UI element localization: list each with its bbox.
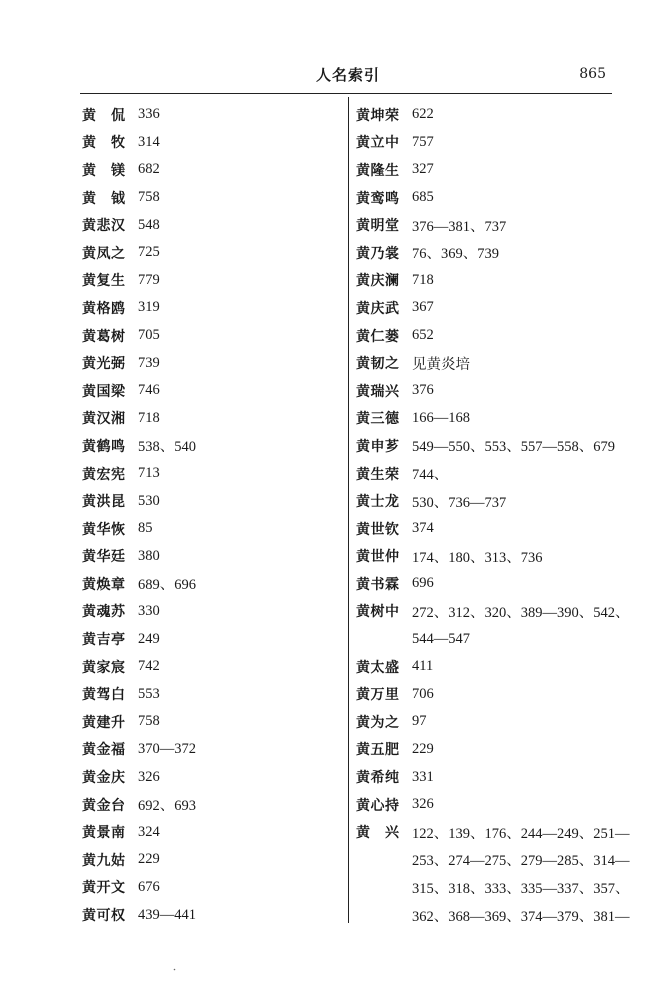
entry-name: 黄庆武 [356,300,400,317]
entry-name: 黄金福 [82,742,126,759]
entry-pages: 122、139、176、244—249、251— [412,825,630,842]
entry-name: 黄韧之 [356,356,400,373]
entry-pages: 376—381、737 [412,218,507,235]
index-entry-continuation [356,846,630,874]
index-entry [356,184,618,212]
entry-pages: 718 [412,271,434,288]
page-title: 人名索引 [315,66,380,84]
entry-pages: 685 [412,189,434,206]
entry-pages: 652 [412,327,434,344]
entry-pages: 689、696 [138,577,196,594]
entry-name: 黄鸾鸣 [356,190,400,207]
entry-name: 黄 侃 [82,107,126,124]
left-column [82,101,344,929]
entry-pages: 746 [138,382,160,399]
index-entry [356,239,618,267]
entry-name: 黄复生 [82,273,126,290]
index-entry [356,405,618,433]
entry-name: 黄洪昆 [82,494,126,511]
entry-pages: 253、274—275、279—285、314— [412,853,630,870]
entry-pages: 553 [138,685,160,702]
entry-pages: 374 [412,520,434,537]
entry-pages: 380 [138,547,160,564]
header-rule [80,93,612,94]
entry-name: 黄希纯 [356,770,400,787]
entry-name: 黄可权 [82,908,126,925]
index-entry [82,184,344,212]
index-entry [82,156,344,184]
entry-name: 黄魂苏 [82,604,126,621]
entry-pages: 758 [138,189,160,206]
column-divider [348,97,349,923]
entry-name: 黄生荣 [356,466,400,483]
page-header [80,64,616,90]
entry-name: 黄吉亭 [82,632,126,649]
index-entry [356,736,618,764]
entry-pages: 229 [138,851,160,868]
entry-pages: 725 [138,244,160,261]
entry-pages: 362、368—369、374—379、381— [412,908,630,925]
index-entry [82,736,344,764]
entry-pages: 538、540 [138,439,196,456]
entry-pages: 744、 [412,467,449,484]
index-entry [82,294,344,322]
entry-pages: 166—168 [412,409,470,426]
index-entry [356,322,618,350]
entry-pages: 705 [138,327,160,344]
index-entry [82,846,344,874]
entry-name: 黄明堂 [356,218,400,235]
index-entry [356,680,618,708]
index-entry [356,708,618,736]
entry-name: 黄仁蒌 [356,328,400,345]
index-entry [82,901,344,929]
page-speck [173,968,176,971]
index-entry [356,791,618,819]
index-entry [82,818,344,846]
page-number: 865 [579,66,606,82]
entry-pages: 76、369、739 [412,246,499,263]
entry-name: 黄 钺 [82,190,126,207]
index-entry [356,570,618,598]
entry-pages: 376 [412,382,434,399]
entry-pages: 85 [138,520,153,537]
entry-name: 黄金台 [82,797,126,814]
index-entry [82,570,344,598]
entry-name: 黄汉湘 [82,411,126,428]
entry-pages: 439—441 [138,906,196,923]
entry-pages: 676 [138,878,160,895]
entry-name: 黄树中 [356,604,400,621]
entry-name: 黄庆澜 [356,273,400,290]
entry-name: 黄三德 [356,411,400,428]
entry-pages: 370—372 [138,740,196,757]
index-entry [82,763,344,791]
index-entry [82,791,344,819]
index-entry [82,680,344,708]
entry-pages: 336 [138,106,160,123]
index-entry [356,543,618,571]
entry-pages: 319 [138,299,160,316]
entry-pages: 见黄炎培 [412,356,470,373]
entry-name: 黄世钦 [356,521,400,538]
entry-name: 黄心持 [356,797,400,814]
index-entry [82,239,344,267]
index-entry [356,653,618,681]
entry-name: 黄焕章 [82,576,126,593]
entry-pages: 544—547 [412,630,470,647]
entry-name: 黄 兴 [356,825,400,842]
entry-name: 黄鹤鸣 [82,438,126,455]
entry-pages: 324 [138,823,160,840]
entry-pages: 97 [412,713,427,730]
entry-pages: 692、693 [138,798,196,815]
entry-pages: 229 [412,740,434,757]
entry-pages: 742 [138,658,160,675]
entry-name: 黄坤荣 [356,107,400,124]
entry-name: 黄家宸 [82,659,126,676]
entry-name: 黄国梁 [82,383,126,400]
right-column [356,101,630,929]
index-entry [82,874,344,902]
index-entry [356,211,618,239]
entry-name: 黄太盛 [356,659,400,676]
entry-name: 黄格鸥 [82,300,126,317]
entry-pages: 696 [412,575,434,592]
index-entry [356,267,618,295]
entry-name: 黄华恢 [82,521,126,538]
index-entry [82,349,344,377]
index-entry [356,377,618,405]
index-entry [356,818,630,846]
entry-pages: 739 [138,354,160,371]
entry-name: 黄九姑 [82,852,126,869]
entry-pages: 367 [412,299,434,316]
entry-pages: 682 [138,161,160,178]
index-entry [356,156,618,184]
index-entry [82,432,344,460]
entry-pages: 530、736—737 [412,494,507,511]
index-entry [356,101,618,129]
entry-pages: 757 [412,133,434,150]
entry-pages: 331 [412,768,434,785]
entry-pages: 327 [412,161,434,178]
index-entry [82,101,344,129]
entry-pages: 272、312、320、389—390、542、 [412,604,630,621]
index-entry [82,377,344,405]
index-entry [82,405,344,433]
index-entry [356,598,630,626]
index-entry [356,515,618,543]
entry-name: 黄宏宪 [82,466,126,483]
index-entry [82,515,344,543]
entry-name: 黄立中 [356,135,400,152]
entry-name: 黄世仲 [356,549,400,566]
index-entry [82,129,344,157]
entry-name: 黄开文 [82,880,126,897]
entry-name: 黄士龙 [356,494,400,511]
entry-pages: 530 [138,492,160,509]
entry-name: 黄 牧 [82,135,126,152]
entry-name: 黄万里 [356,687,400,704]
entry-name: 黄隆生 [356,162,400,179]
index-entry [82,653,344,681]
entry-pages: 779 [138,271,160,288]
index-entry [82,460,344,488]
index-entry [82,267,344,295]
entry-pages: 326 [412,796,434,813]
index-entry [356,294,618,322]
entry-pages: 249 [138,630,160,647]
entry-pages: 326 [138,768,160,785]
entry-pages: 549—550、553、557—558、679 [412,439,615,456]
entry-pages: 758 [138,713,160,730]
index-entry-continuation [356,874,630,902]
entry-pages: 548 [138,216,160,233]
entry-name: 黄 镁 [82,162,126,179]
entry-pages: 314 [138,133,160,150]
entry-pages: 706 [412,685,434,702]
entry-name: 黄悲汉 [82,218,126,235]
index-entry-continuation [356,625,618,653]
entry-name: 黄申芗 [356,438,400,455]
index-entry [82,211,344,239]
entry-name: 黄景南 [82,825,126,842]
entry-name: 黄光弼 [82,356,126,373]
entry-pages: 330 [138,602,160,619]
index-entry [82,625,344,653]
entry-name: 黄华廷 [82,549,126,566]
index-entry [82,543,344,571]
entry-name: 黄瑞兴 [356,383,400,400]
entry-pages: 411 [412,658,434,675]
entry-pages: 174、180、313、736 [412,549,543,566]
entry-pages: 713 [138,465,160,482]
index-entry [82,598,344,626]
entry-pages: 622 [412,106,434,123]
index-entry [82,487,344,515]
entry-pages: 718 [138,409,160,426]
entry-name: 黄金庆 [82,770,126,787]
index-entry [356,460,618,488]
index-entry [356,763,618,791]
index-entry [356,349,618,377]
entry-name: 黄驾白 [82,687,126,704]
index-entry [82,708,344,736]
entry-name: 黄葛树 [82,328,126,345]
index-entry [356,129,618,157]
entry-name: 黄五肥 [356,742,400,759]
index-entry-continuation [356,901,630,929]
entry-name: 黄建升 [82,714,126,731]
entry-name: 黄凤之 [82,245,126,262]
entry-name: 黄书霖 [356,576,400,593]
entry-pages: 315、318、333、335—337、357、 [412,880,630,897]
entry-name: 黄为之 [356,714,400,731]
index-entry [356,487,618,515]
index-entry [356,432,618,460]
index-entry [82,322,344,350]
entry-name: 黄乃裳 [356,245,400,262]
